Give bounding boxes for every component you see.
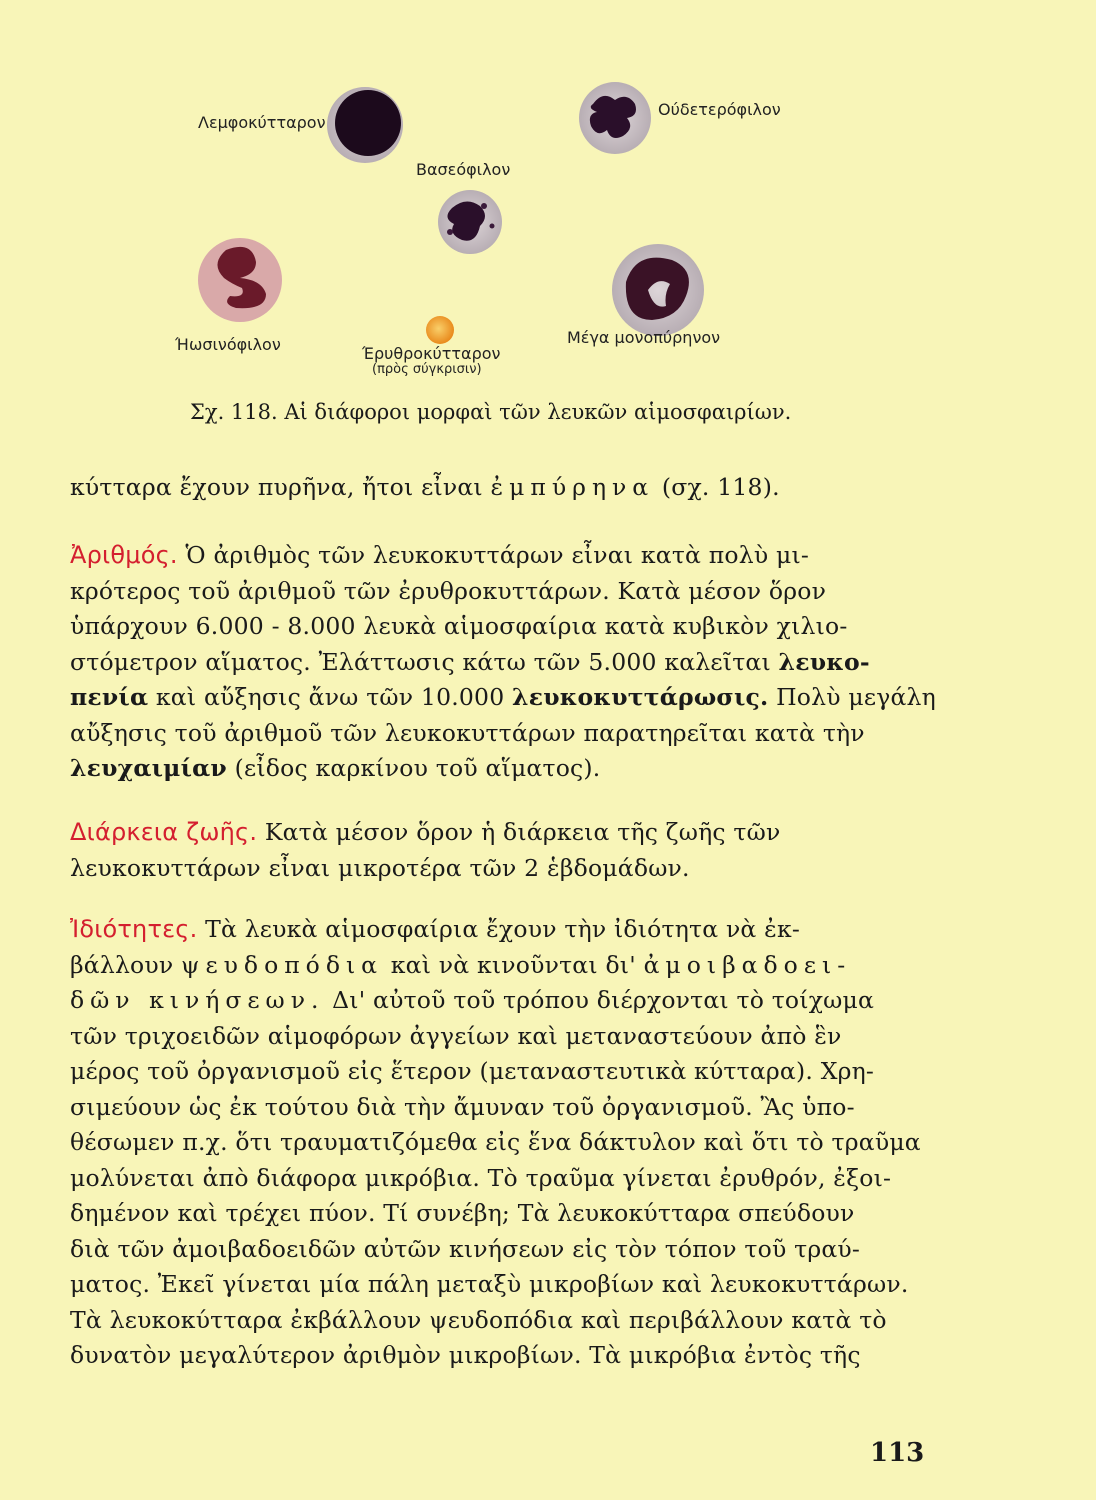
properties-line-1: [70, 912, 930, 948]
page-number: 113: [870, 1438, 925, 1468]
lifespan-line-1: [70, 815, 930, 851]
properties-line-10: διὰ τῶν ἀμοιβαδοειδῶν αὐτῶν κινήσεων εἰς τὸν τόπον τοῦ τραύ-: [70, 1234, 861, 1263]
properties-text-1: Τὰ λευκὰ αἱμοσφαίρια ἔχουν τὴν ἰδιότητα νὰ ἐκ-: [197, 915, 801, 943]
properties-line-5: μέρος τοῦ ὀργανισμοῦ εἰς ἕτερον (μεταναστευτικὰ κύτταρα). Χρη-: [70, 1057, 875, 1085]
properties-line-2: [70, 948, 930, 984]
number-heading: Ἀριθμός.: [70, 541, 178, 569]
basophil-cell: [438, 190, 502, 254]
term-leukopenia-start: λευκο-: [778, 647, 870, 676]
properties-heading: Ἰδιότητες.: [70, 915, 198, 943]
properties-line-3: [70, 983, 930, 1019]
properties-text-3b: Δι' αὐτοῦ τοῦ τρόπου διέρχονται τὸ τοίχωμα: [324, 986, 875, 1014]
lifespan-heading: Διάρκεια ζωῆς.: [70, 818, 258, 846]
properties-paragraph: [70, 912, 930, 1374]
term-pseudopodia: ψευδοπόδια: [181, 950, 384, 979]
term-leukopenia-end: πενία: [70, 683, 149, 711]
number-text-1: Ὁ ἀριθμὸς τῶν λευκοκυττάρων εἶναι κατὰ πολὺ μι-: [177, 541, 810, 569]
eosinophil-cell: [198, 238, 282, 322]
properties-line-7: θέσωμεν π.χ. ὅτι τραυματιζόμεθα εἰς ἕνα δάκτυλον καὶ ὅτι τὸ τραῦμα: [70, 1128, 921, 1156]
basophil-label: Βασεόφιλον: [416, 160, 511, 179]
monocyte-label: Μέγα μονοπύρηνον: [567, 328, 721, 347]
properties-line-12: Τὰ λευκοκύτταρα ἐκβάλλουν ψευδοπόδια καὶ περιβάλλουν κατὰ τὸ: [70, 1305, 887, 1334]
term-leukocytosis: λευκοκυττάρωσις.: [512, 683, 769, 711]
number-line-7: [70, 751, 930, 787]
number-text-5d: Πολὺ μεγάλη: [768, 683, 936, 711]
term-amoeboid-start: ἀμοιβαδοει-: [643, 950, 852, 979]
intro-text-c: (σχ. 118).: [654, 473, 780, 501]
properties-line-11: ματος. Ἐκεῖ γίνεται μία πάλη μεταξὺ μικροβίων καὶ λευκοκυττάρων.: [70, 1270, 909, 1298]
properties-line-8: μολύνεται ἀπὸ διάφορα μικρόβια. Τὸ τραῦμα γίνεται ἐρυθρόν, ἐξοι-: [70, 1163, 892, 1192]
number-line-3: ὑπάρχουν 6.000 - 8.000 λευκὰ αἱμοσφαίρια κατὰ κυβικὸν χιλιο-: [70, 612, 848, 640]
lifespan-paragraph: [70, 815, 930, 886]
number-text-7b: (εἶδος καρκίνου τοῦ αἵματος).: [226, 754, 601, 782]
intro-paragraph: [70, 470, 930, 506]
lifespan-line-2: λευκοκυττάρων εἶναι μικροτέρα τῶν 2 ἑβδομάδων.: [70, 853, 690, 882]
number-paragraph: [70, 538, 936, 787]
properties-text-2c: καὶ νὰ κινοῦνται δι': [383, 950, 644, 979]
intro-line: [70, 470, 930, 506]
lifespan-text-1: Κατὰ μέσον ὅρον ἡ διάρκεια τῆς ζωῆς τῶν: [257, 818, 781, 846]
number-line-1: [70, 538, 930, 574]
number-line-5: [70, 680, 936, 716]
neutrophil-cell: [579, 82, 651, 154]
lymphocyte-label: Λεμφοκύτταρον: [198, 113, 326, 132]
intro-text-a: κύτταρα ἔχουν πυρῆνα, ἤτοι εἶναι: [70, 473, 491, 501]
erythrocyte-label: Έρυθροκύτταρον: [362, 344, 501, 363]
properties-line-9: δημένον καὶ τρέχει πύον. Τί συνέβη; Τὰ λευκοκύτταρα σπεύδουν: [70, 1199, 855, 1227]
term-amoeboid-end: δῶν κινήσεων.: [70, 986, 325, 1014]
number-line-4: [70, 645, 930, 681]
figure-caption: Σχ. 118. Αἱ διάφοροι μορφαὶ τῶν λευκῶν αἱμοσφαιρίων.: [190, 400, 792, 424]
number-line-6: αὔξησις τοῦ ἀριθμοῦ τῶν λευκοκυττάρων παρατηρεῖται κατὰ τὴν: [70, 718, 865, 747]
number-text-5b: καὶ αὔξησις ἄνω τῶν 10.000: [148, 683, 513, 711]
number-line-2: κρότερος τοῦ ἀριθμοῦ τῶν ἐρυθροκυττάρων. Κατὰ μέσον ὅρον: [70, 576, 827, 605]
eosinophil-label: Ήωσινόφιλον: [175, 335, 281, 354]
properties-text-2a: βάλλουν: [70, 950, 182, 979]
number-text-4a: στόμετρον αἵματος. Ἐλάττωσις κάτω τῶν 5.000 καλεῖται: [70, 647, 779, 676]
term-leukemia: λευχαιμίαν: [70, 754, 227, 782]
properties-line-13: δυνατὸν μεγαλύτερον ἀριθμὸν μικροβίων. Τὰ μικρόβια ἐντὸς τῆς: [70, 1341, 861, 1369]
erythrocyte-note: (πρὸς σύγκρισιν): [372, 362, 482, 377]
intro-text-emphasis: ἐμπύρηνα: [490, 473, 655, 501]
properties-line-6: σιμεύουν ὡς ἐκ τούτου διὰ τὴν ἄμυναν τοῦ ὀργανισμοῦ. Ἂς ὑπο-: [70, 1092, 855, 1121]
blood-cells-figure: [0, 0, 1096, 424]
lymphocyte-cell: [327, 87, 403, 163]
erythrocyte-cell: [426, 316, 454, 344]
blood-cells-illustration: [0, 0, 1096, 420]
properties-line-4: τῶν τριχοειδῶν αἱμοφόρων ἀγγείων καὶ μεταναστεύουν ἀπὸ ἓν: [70, 1021, 842, 1050]
monocyte-cell: [612, 244, 704, 336]
neutrophil-label: Ούδετερόφιλον: [658, 100, 781, 119]
